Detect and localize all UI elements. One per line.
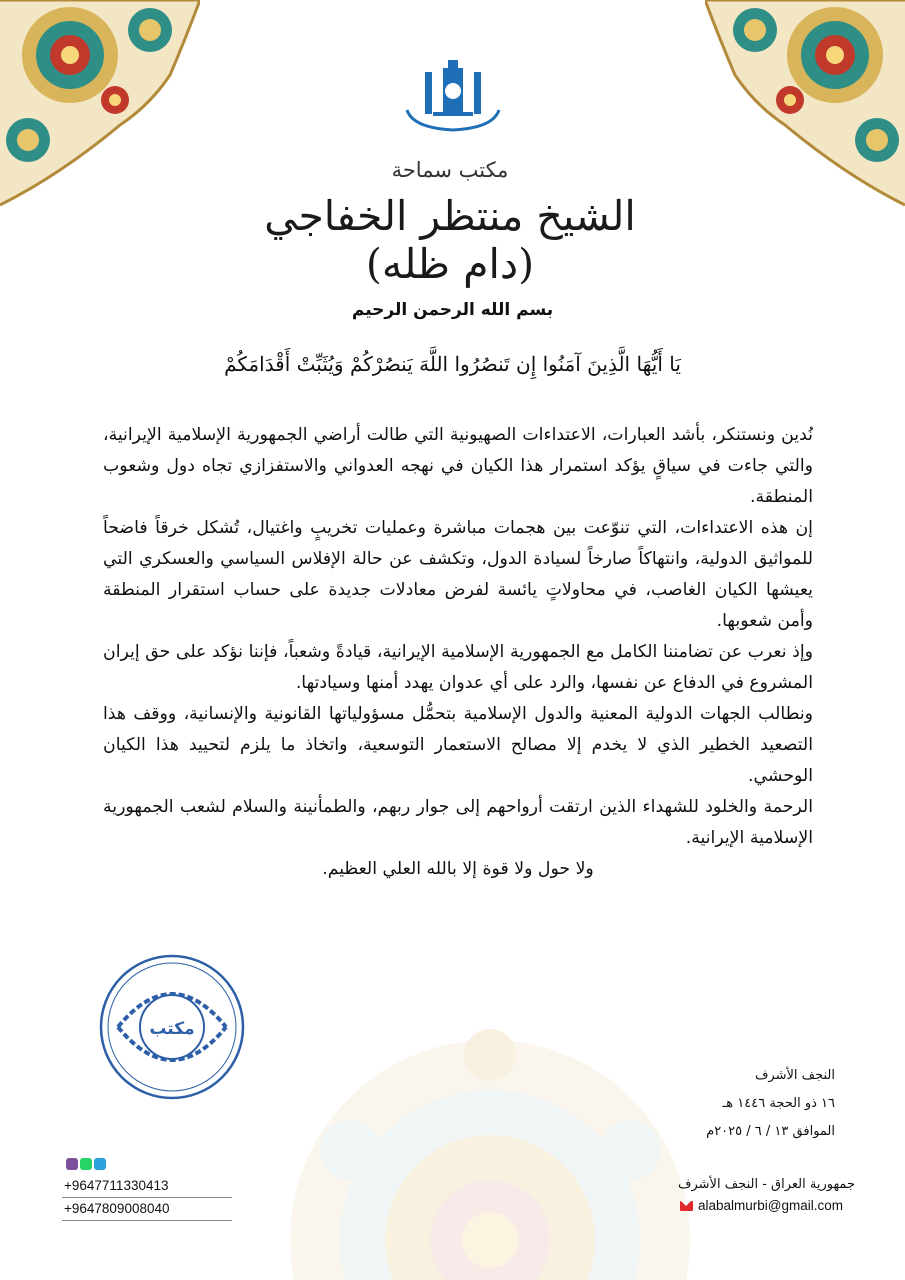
contact-phones xyxy=(62,1158,232,1221)
email-row xyxy=(640,1198,855,1213)
office-logo xyxy=(403,58,503,138)
sheikh-name-heading: الشيخ منتظر الخفاجي (دام ظله) xyxy=(264,192,636,288)
basmala: بسم الله الرحمن الرحيم xyxy=(351,300,554,320)
office-caption: مكتب سماحة xyxy=(391,158,509,182)
social-icons xyxy=(66,1158,232,1170)
telegram-icon xyxy=(94,1158,106,1170)
closing-line: ولا حول ولا قوة إلا بالله العلي العظيم. xyxy=(322,859,594,879)
paragraph-violations: إن هذه الاعتداءات، التي تنوّعت بين هجمات مباشرة وعمليات تخريبٍ واغتيال، تُشكل خرقاً فاضحاً للمواثيق الدولية، وانتهاكاً صارخاً لسيادة الدول، وتكشف عن حالة الإفلاس السياسي والعسكري التي يعيشها الكيان الغاصب، في محاولاتٍ يائسة لفرض معادلات جديدة على حساب استقرار المنطقة وأمن شعوبها. xyxy=(103,518,813,631)
whatsapp-icon xyxy=(80,1158,92,1170)
office-seal xyxy=(98,953,246,1101)
email-link[interactable]: alabalmurbi@gmail.com xyxy=(698,1198,844,1213)
mail-icon xyxy=(680,1201,693,1211)
phone-number-1[interactable]: +9647711330413 xyxy=(62,1175,232,1198)
place-date-block xyxy=(650,1062,835,1146)
seal-center-text: مكتب xyxy=(149,1019,195,1039)
hijri-date: ١٦ ذو الحجة ١٤٤٦ هـ xyxy=(722,1096,835,1111)
gregorian-date: الموافق ١٣ / ٦ / ٢٠٢٥م xyxy=(706,1124,835,1139)
corner-ornament-right-icon xyxy=(705,0,905,210)
paragraph-demand: ونطالب الجهات الدولية المعنية والدول الإسلامية بتحمُّل مسؤولياتها القانونية والإنسانية، ووقف هذا التصعيد الخطير الذي لا يخدم إلا مصالح الاستعمار التوسعية، واتخاذ ما يلزم لتحييد هذا الكيان الوحشي. xyxy=(103,704,813,786)
paragraph-mercy: الرحمة والخلود للشهداء الذين ارتقت أرواحهم إلى جوار ربهم، والطمأنينة والسلام لشعب الجمهورية الإسلامية الإيرانية. xyxy=(103,797,813,848)
phone-number-2[interactable]: +9647809008040 xyxy=(62,1198,232,1221)
seal-stamp-icon xyxy=(98,953,246,1101)
corner-ornament-left-icon xyxy=(0,0,200,210)
paragraph-solidarity: وإذ نعرب عن تضامننا الكامل مع الجمهورية الإسلامية الإيرانية، قيادةً وشعباً، فإننا نؤكد على حق إيران المشروع في الدفاع عن نفسها، والرد على أي عدوان يهدد أمنها وسيادتها. xyxy=(103,642,813,693)
paragraph-condemnation: نُدين ونستنكر، بأشد العبارات، الاعتداءات الصهيونية التي طالت أراضي الجمهورية الإسلامية الإيرانية، والتي جاءت في سياقٍ يؤكد استمرار هذا الكيان في نهجه العدواني والاستفزازي تجاه دول وشعوب المنطقة. xyxy=(103,425,813,507)
statement-body xyxy=(103,420,813,885)
place-text: النجف الأشرف xyxy=(754,1068,835,1083)
address-text: جمهورية العراق - النجف الأشرف xyxy=(678,1177,855,1192)
viber-icon xyxy=(66,1158,78,1170)
quran-verse: يَا أَيُّهَا الَّذِينَ آمَنُوا إِن تَنصُرُوا اللَّهَ يَنصُرْكُمْ وَيُثَبِّتْ أَقْدَامَكُمْ xyxy=(224,352,681,376)
contact-address xyxy=(640,1177,855,1213)
logo-emblem-icon xyxy=(403,58,503,138)
